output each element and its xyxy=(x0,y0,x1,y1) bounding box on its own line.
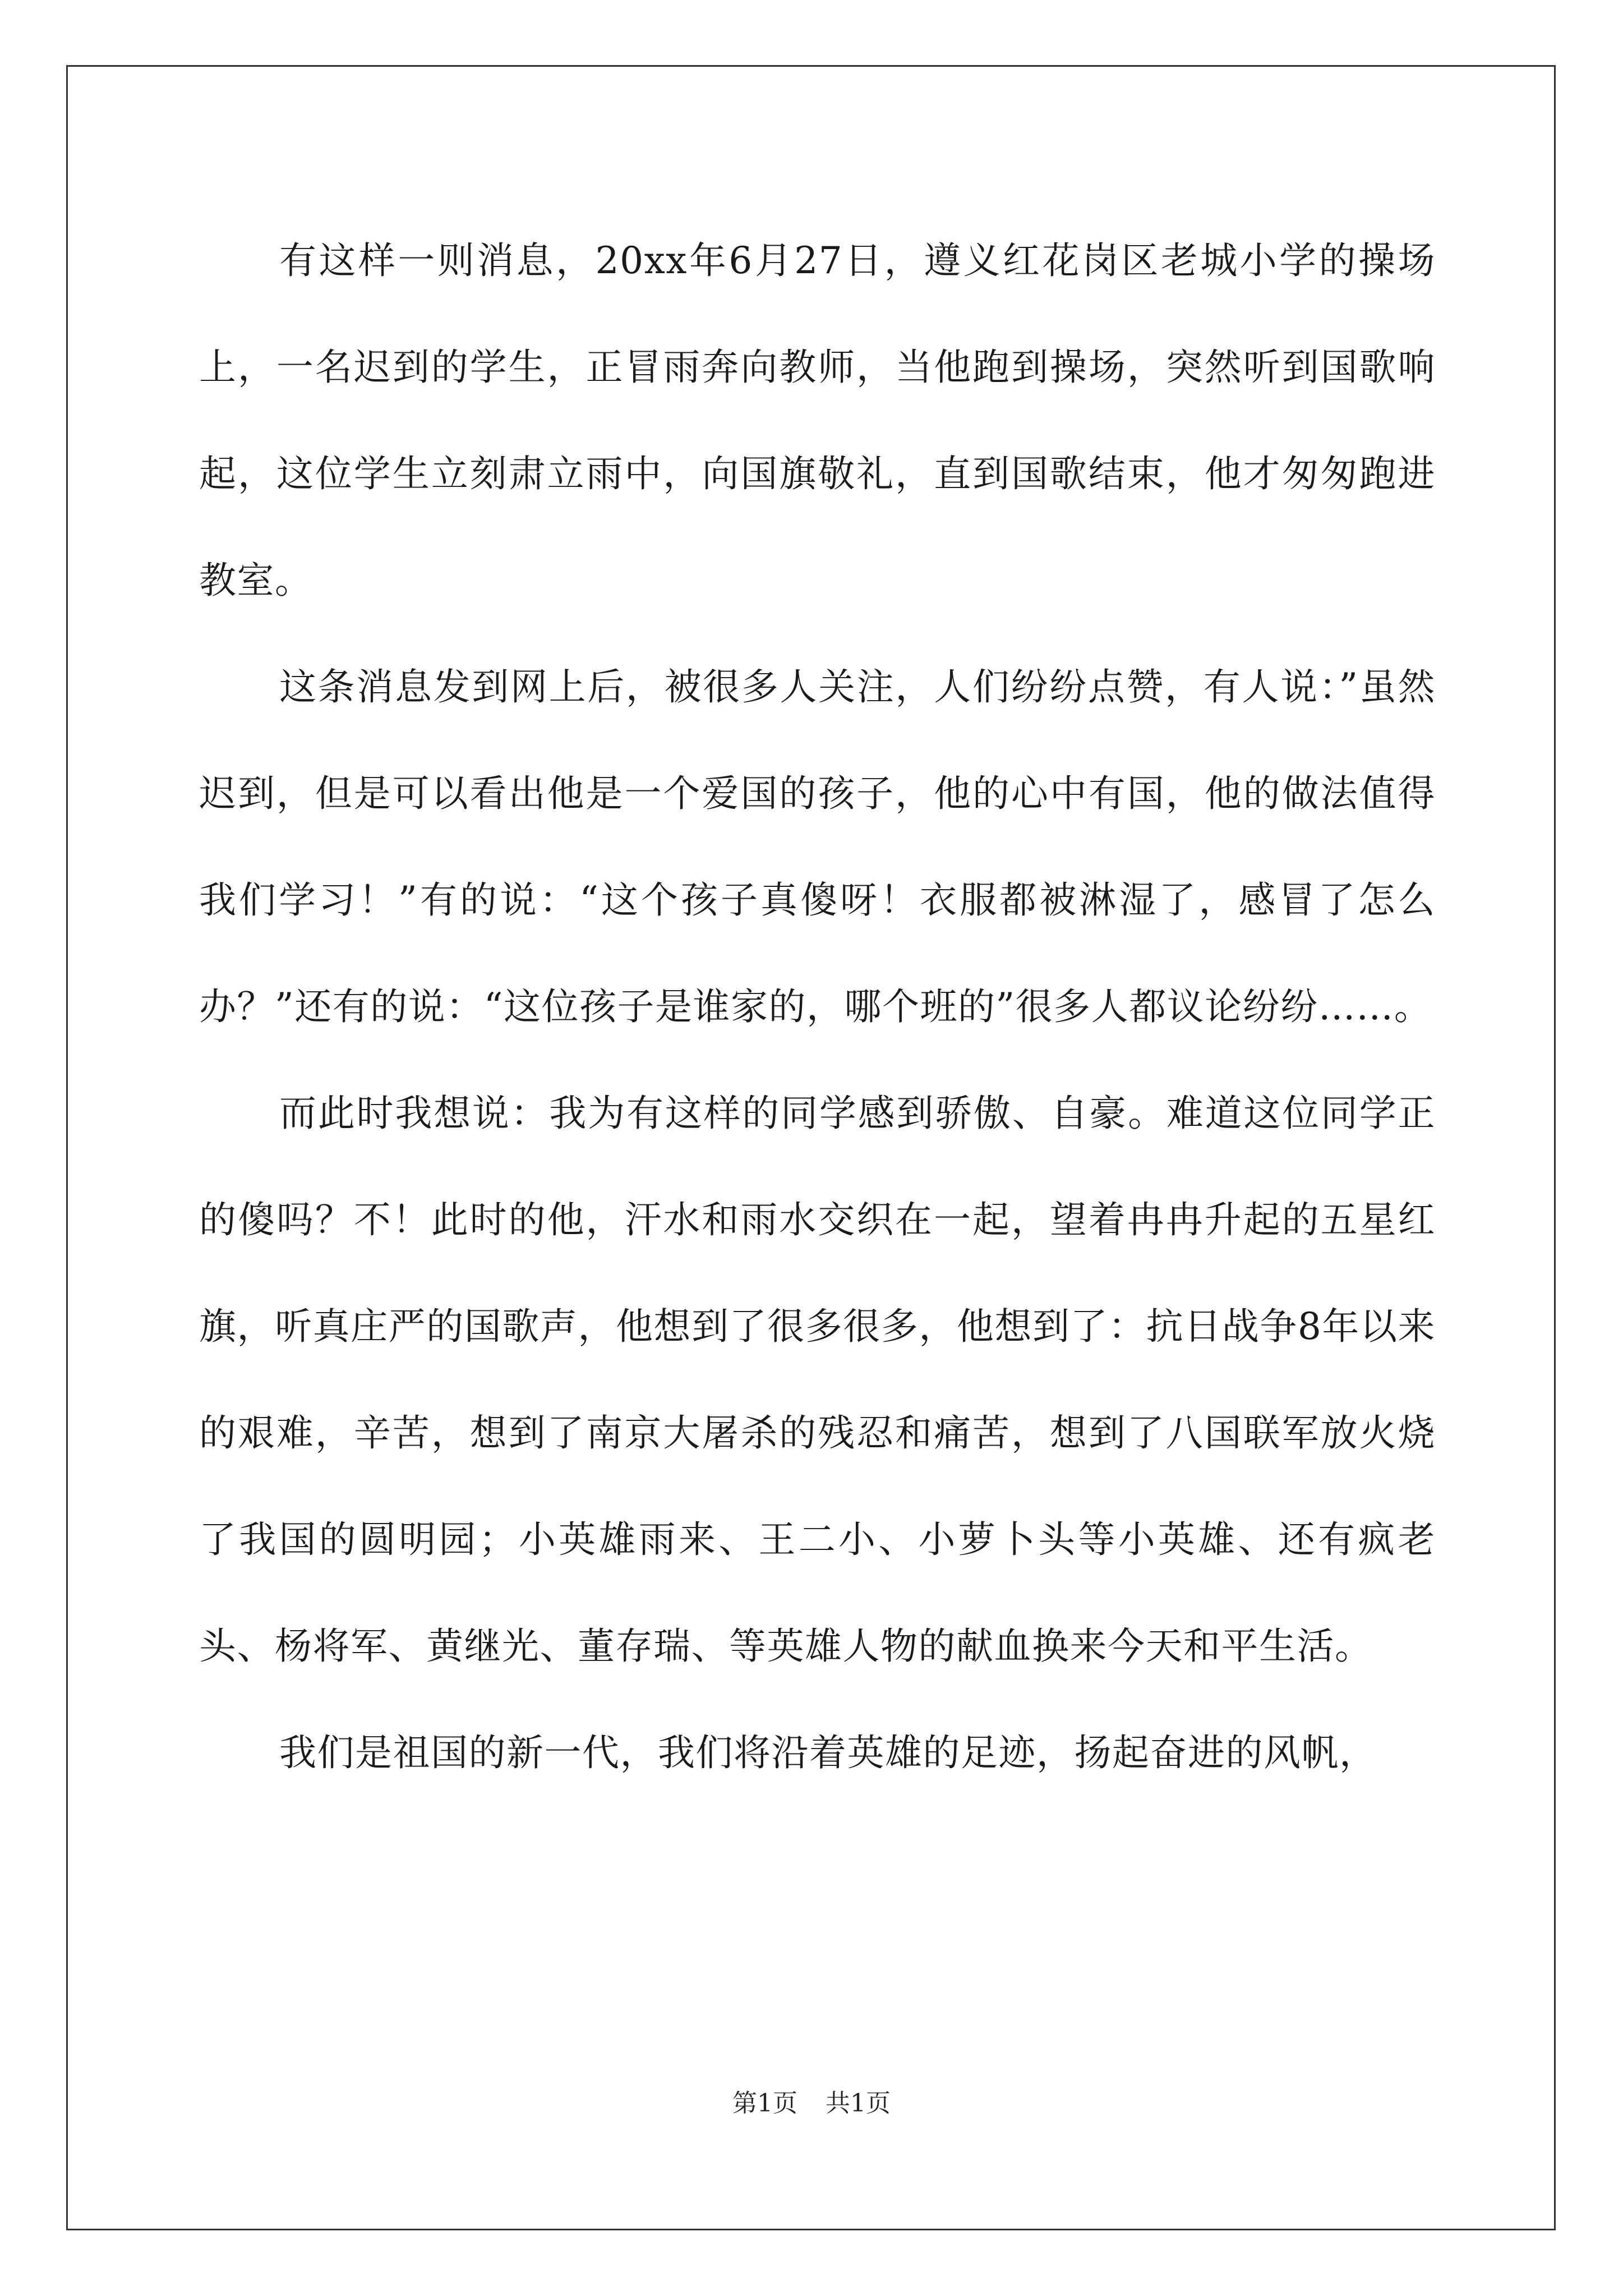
page-number-total: 共1页 xyxy=(826,2089,891,2118)
page-footer xyxy=(0,2087,1623,2120)
page-number-current: 第1页 xyxy=(732,2089,797,2118)
paragraph-1: 有这样一则消息，20xx年6月27日，遵义红花岗区老城小学的操场上，一名迟到的学生，正冒雨奔向教师，当他跑到操场，突然听到国歌响起，这位学生立刻肃立雨中，向国旗敬礼，直到国歌结束，他才匆匆跑进教室。 xyxy=(199,239,1436,602)
paragraph-4: 我们是祖国的新一代，我们将沿着英雄的足迹，扬起奋进的风帆， xyxy=(279,1731,1377,1774)
paragraph-3: 而此时我想说：我为有这样的同学感到骄傲、自豪。难道这位同学正的傻吗？不！此时的他，汗水和雨水交织在一起，望着冉冉升起的五星红旗，听真庄严的国歌声，他想到了很多很多，他想到了：抗日战争8年以来的艰难，辛苦，想到了南京大屠杀的残忍和痛苦，想到了八国联军放火烧了我国的圆明园；小英雄雨来、王二小、小萝卜头等小英雄、还有疯老头、杨将军、黄继光、董存瑞、等英雄人物的献血换来今天和平生活。 xyxy=(199,1092,1436,1668)
document-body xyxy=(199,208,1436,1806)
paragraph-2: 这条消息发到网上后，被很多人关注，人们纷纷点赞，有人说：”虽然迟到，但是可以看出他是一个爱国的孩子，他的心中有国，他的做法值得我们学习！”有的说：“这个孩子真傻呀！衣服都被淋湿了，感冒了怎么办？”还有的说：“这位孩子是谁家的，哪个班的”很多人都议论纷纷……。 xyxy=(199,665,1436,1028)
